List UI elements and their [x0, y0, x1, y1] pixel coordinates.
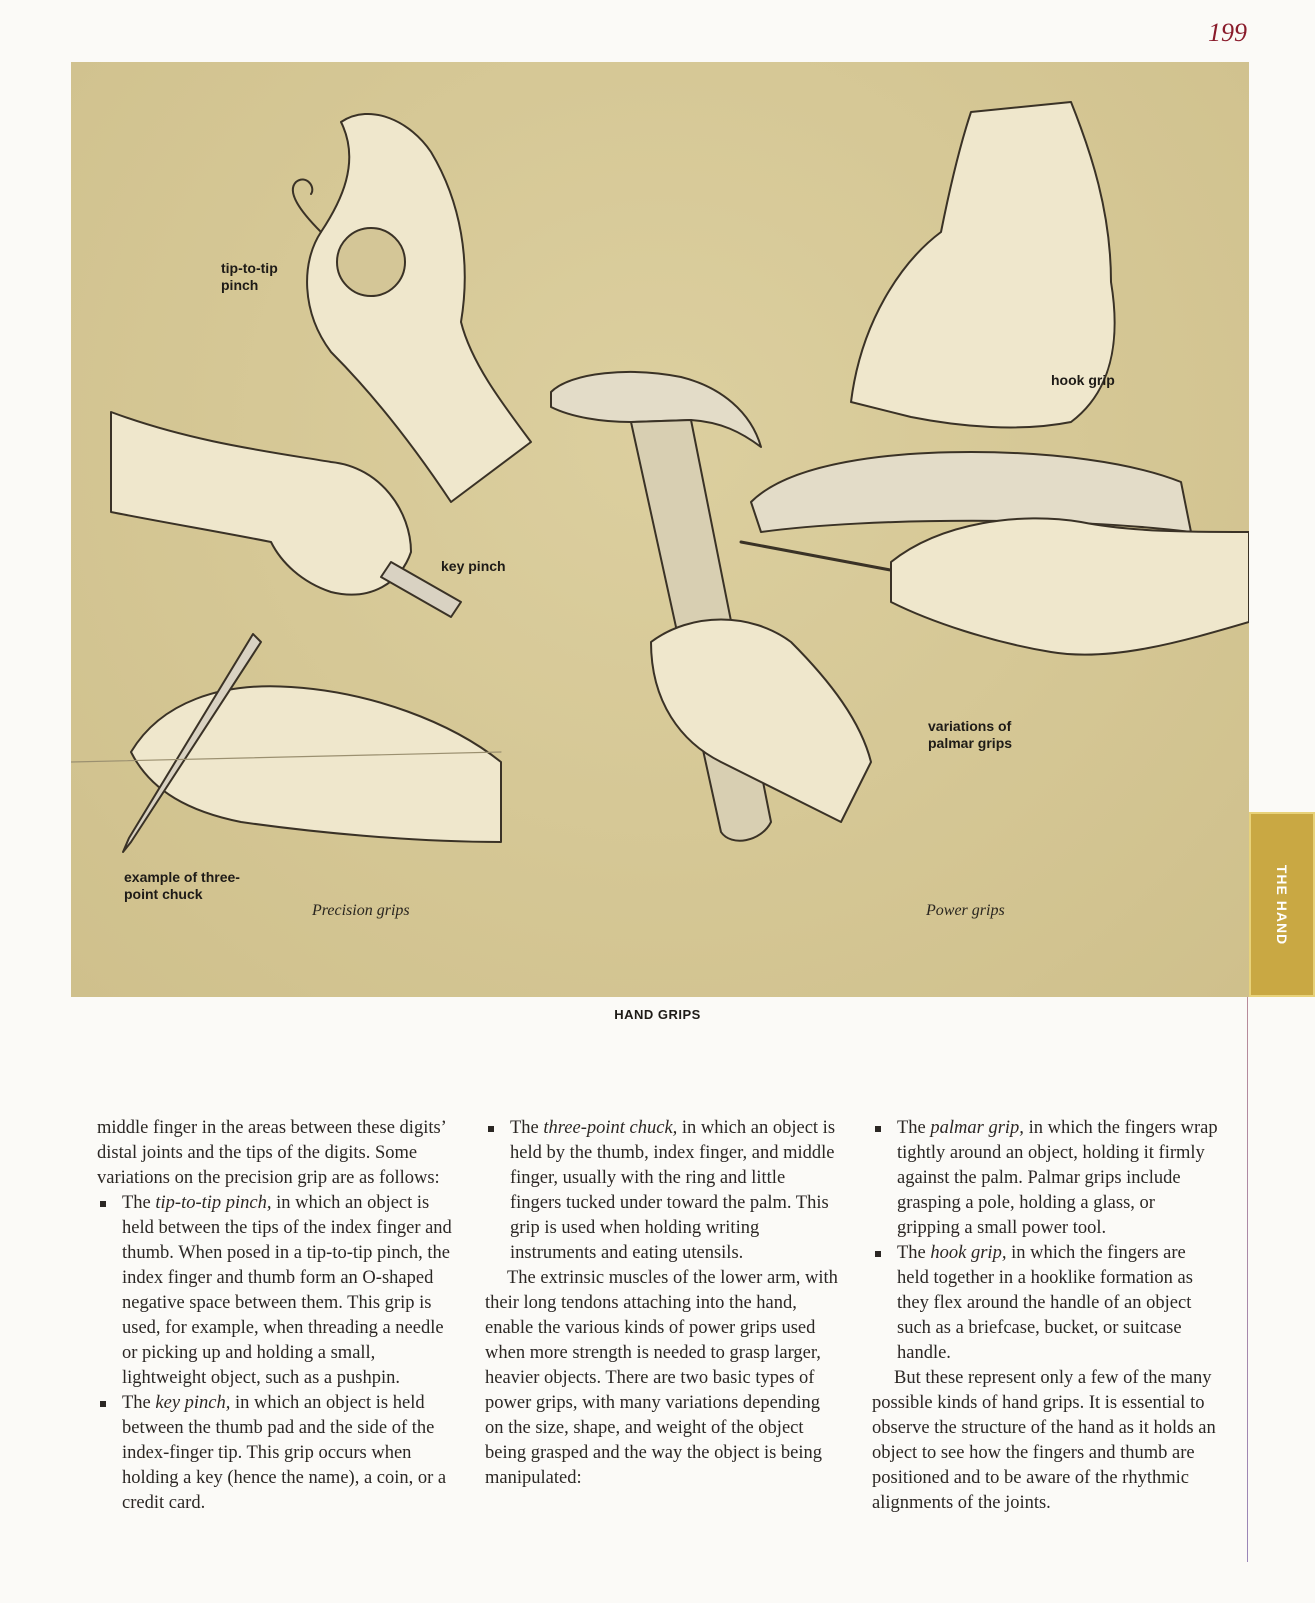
col3-b2-pre: The [897, 1243, 931, 1263]
col1-intro: middle finger in the areas between these digits’ distal joints and the tips of the digits. Some variations on the precision grip are as follows: [97, 1118, 446, 1188]
chapter-tab [1249, 812, 1315, 997]
label-three-point-chuck: example of three- point chuck [124, 869, 240, 902]
col2-list [485, 1116, 840, 1266]
col3-b1-text: in which the fingers wrap tightly around an object, holding it firmly against the palm. Palmar grips include grasping a pole, holding a glass, or gripping a small power tool. [897, 1118, 1218, 1238]
key-pinch-hand [111, 412, 411, 595]
col3-bullet-palmar [872, 1116, 1222, 1241]
hook-wire [293, 179, 321, 232]
label-palmar-grips: variations of palmar grips [928, 718, 1013, 751]
tip-to-tip-hand [307, 114, 531, 502]
col1-b2-pre: The [122, 1393, 156, 1413]
term-hook-grip: hook grip, [930, 1243, 1007, 1263]
screwdriver-shaft [741, 542, 901, 572]
page-number: 199 [1208, 18, 1247, 47]
label-key-pinch: key pinch [441, 558, 506, 574]
col3-bullet-hook [872, 1241, 1222, 1366]
col1-b2-text: in which an object is held between the thumb pad and the side of the index-finger tip. This grip occurs when holding a key (hence the name), a coin, or a credit card. [122, 1393, 447, 1513]
col3-paragraph: But these represent only a few of the many possible kinds of hand grips. It is essential to observe the structure of the hand as it holds an object to see how the fingers and thumb are positioned and to be aware of the rhythmic alignments of the joints. [872, 1368, 1216, 1513]
briefcase-top [751, 452, 1191, 532]
col2-b1-text: in which an object is held by the thumb, index finger, and middle finger, usually with the ring and little fingers tucked under toward the palm. This grip is used when holding writing instruments and eating utensils. [510, 1118, 836, 1263]
term-three-point-chuck: three-point chuck, [543, 1118, 678, 1138]
label-tip-to-tip-pinch: tip-to-tip pinch [221, 260, 278, 293]
col3-list [872, 1116, 1222, 1366]
hand-grips-illustration [71, 62, 1249, 997]
col1-b1-pre: The [122, 1193, 156, 1213]
col3-b1-pre: The [897, 1118, 931, 1138]
col2-paragraph: The extrinsic muscles of the lower arm, with their long tendons attaching into the hand, enable the various kinds of power grips used when more strength is needed to grasp larger, heavier objects. There are two basic types of power grips, with many variations depending on the size, shape, and weight of the object being grasped and the way the object is being manipulated: [485, 1268, 838, 1488]
col1-bullet-key-pinch [97, 1391, 457, 1516]
three-point-hand [131, 686, 501, 842]
term-key-pinch: key pinch, [155, 1393, 231, 1413]
term-tip-to-tip: tip-to-tip pinch, [155, 1193, 272, 1213]
term-palmar-grip: palmar grip, [930, 1118, 1024, 1138]
text-column-2 [485, 1116, 840, 1491]
chapter-tab-label: THE HAND [1274, 864, 1290, 945]
pinch-o-space [337, 228, 405, 296]
screwdriver-hand [891, 518, 1249, 654]
col3-b2-text: in which the fingers are held together in a hooklike formation as they flex around the handle of an object such as a briefcase, bucket, or suitcase handle. [897, 1243, 1193, 1363]
figure-caption: HAND GRIPS [614, 1007, 701, 1022]
text-column-3 [872, 1116, 1222, 1516]
label-hook-grip: hook grip [1051, 372, 1115, 388]
col2-b1-pre: The [510, 1118, 544, 1138]
col1-bullet-tip-to-tip [97, 1191, 457, 1391]
col1-b1-text: in which an object is held between the tips of the index finger and thumb. When posed in a tip-to-tip pinch, the index finger and thumb form an O-shaped negative space between them. This grip is used, for example, when threading a needle or picking up and holding a small, lightweight object, such as a pushpin. [122, 1193, 452, 1388]
hand-sketches [71, 62, 1249, 997]
margin-rule [1247, 997, 1248, 1562]
col2-bullet-three-point [485, 1116, 840, 1266]
group-label-power: Power grips [926, 902, 1005, 919]
group-label-precision: Precision grips [312, 902, 410, 919]
col1-list [97, 1191, 457, 1516]
text-column-1 [97, 1116, 457, 1516]
